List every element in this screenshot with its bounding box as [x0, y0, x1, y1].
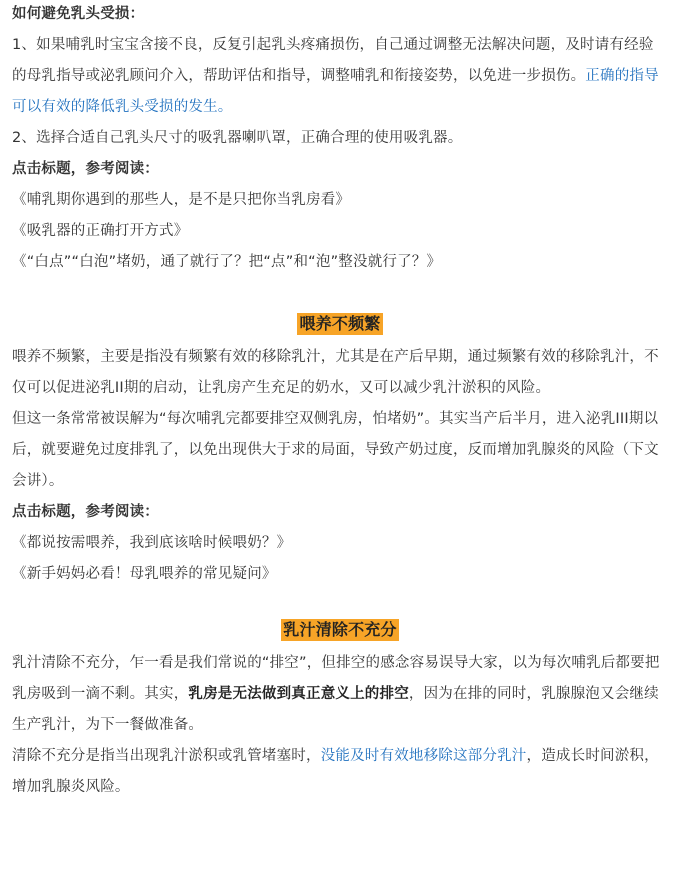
removal-2-highlight: 没能及时有效地移除这部分乳汁 — [320, 748, 527, 764]
section-title-container — [12, 614, 668, 648]
removal-2-text-b: ，造成长时间淤积，增加乳腺炎风险。 — [12, 748, 659, 795]
read-more-label: 点击标题，参考阅读： — [12, 504, 159, 520]
section-heading: 如何避免乳头受损： — [12, 6, 145, 22]
removal-2-text-a: 清除不充分是指当出现乳汁淤积或乳管堵塞时， — [12, 748, 321, 764]
read-more-label: 点击标题，参考阅读： — [12, 161, 159, 177]
spacer — [12, 278, 668, 308]
article-link-3[interactable]: 《“白点”“白泡”堵奶，通了就行了？把“点”和“泡”整没就行了？》 — [12, 254, 442, 270]
paragraph-item-1 — [12, 30, 668, 123]
article-link-4[interactable]: 《都说按需喂养，我到底该啥时候喂奶？》 — [12, 535, 292, 551]
section-title-milk-removal: 乳汁清除不充分 — [283, 620, 397, 639]
article-link-2[interactable]: 《吸乳器的正确打开方式》 — [12, 223, 189, 239]
article-link-5[interactable]: 《新手妈妈必看！母乳喂养的常见疑问》 — [12, 566, 277, 582]
paragraph-removal-1 — [12, 648, 668, 741]
paragraph-feeding-1: 喂养不频繁，主要是指没有频繁有效的移除乳汁，尤其是在产后早期，通过频繁有效的移除乳汁，不仅可以促进泌乳II期的启动，让乳房产生充足的奶水，又可以减少乳汁淤积的风险。 — [12, 349, 659, 396]
paragraph-removal-2 — [12, 741, 668, 803]
removal-1-bold: 乳房是无法做到真正意义上的排空 — [188, 686, 409, 702]
section-title-feeding: 喂养不频繁 — [299, 314, 381, 333]
paragraph-item-2: 2、选择合适自己乳头尺寸的吸乳器喇叭罩，正确合理的使用吸乳器。 — [12, 130, 463, 146]
section-title-container — [12, 308, 668, 342]
removal-1-text-a: 乳汁清除不充分，乍一看是我们常说的“排空”，但排空的感念容易误导大家，以为每次哺乳后都要把乳房吸到一滴不剩。其实， — [12, 655, 660, 702]
article-link-1[interactable]: 《哺乳期你遇到的那些人，是不是只把你当乳房看》 — [12, 192, 351, 208]
spacer — [12, 590, 668, 614]
item1-highlight: 正确的指导可以有效的降低乳头受损的发生。 — [12, 68, 659, 115]
removal-1-text-b: ，因为在排的同时，乳腺腺泡又会继续生产乳汁，为下一餐做准备。 — [12, 686, 659, 733]
item1-text: 1、如果哺乳时宝宝含接不良，反复引起乳头疼痛损伤，自己通过调整无法解决问题，及时请有经验的母乳指导或泌乳顾问介入，帮助评估和指导，调整哺乳和衔接姿势，以免进一步损伤。 — [12, 37, 654, 84]
paragraph-feeding-2: 但这一条常常被误解为“每次哺乳完都要排空双侧乳房，怕堵奶”。其实当产后半月，进入泌乳III期以后，就要避免过度排乳了，以免出现供大于求的局面，导致产奶过度，反而增加乳腺炎的风险（下文会讲）。 — [12, 411, 659, 489]
